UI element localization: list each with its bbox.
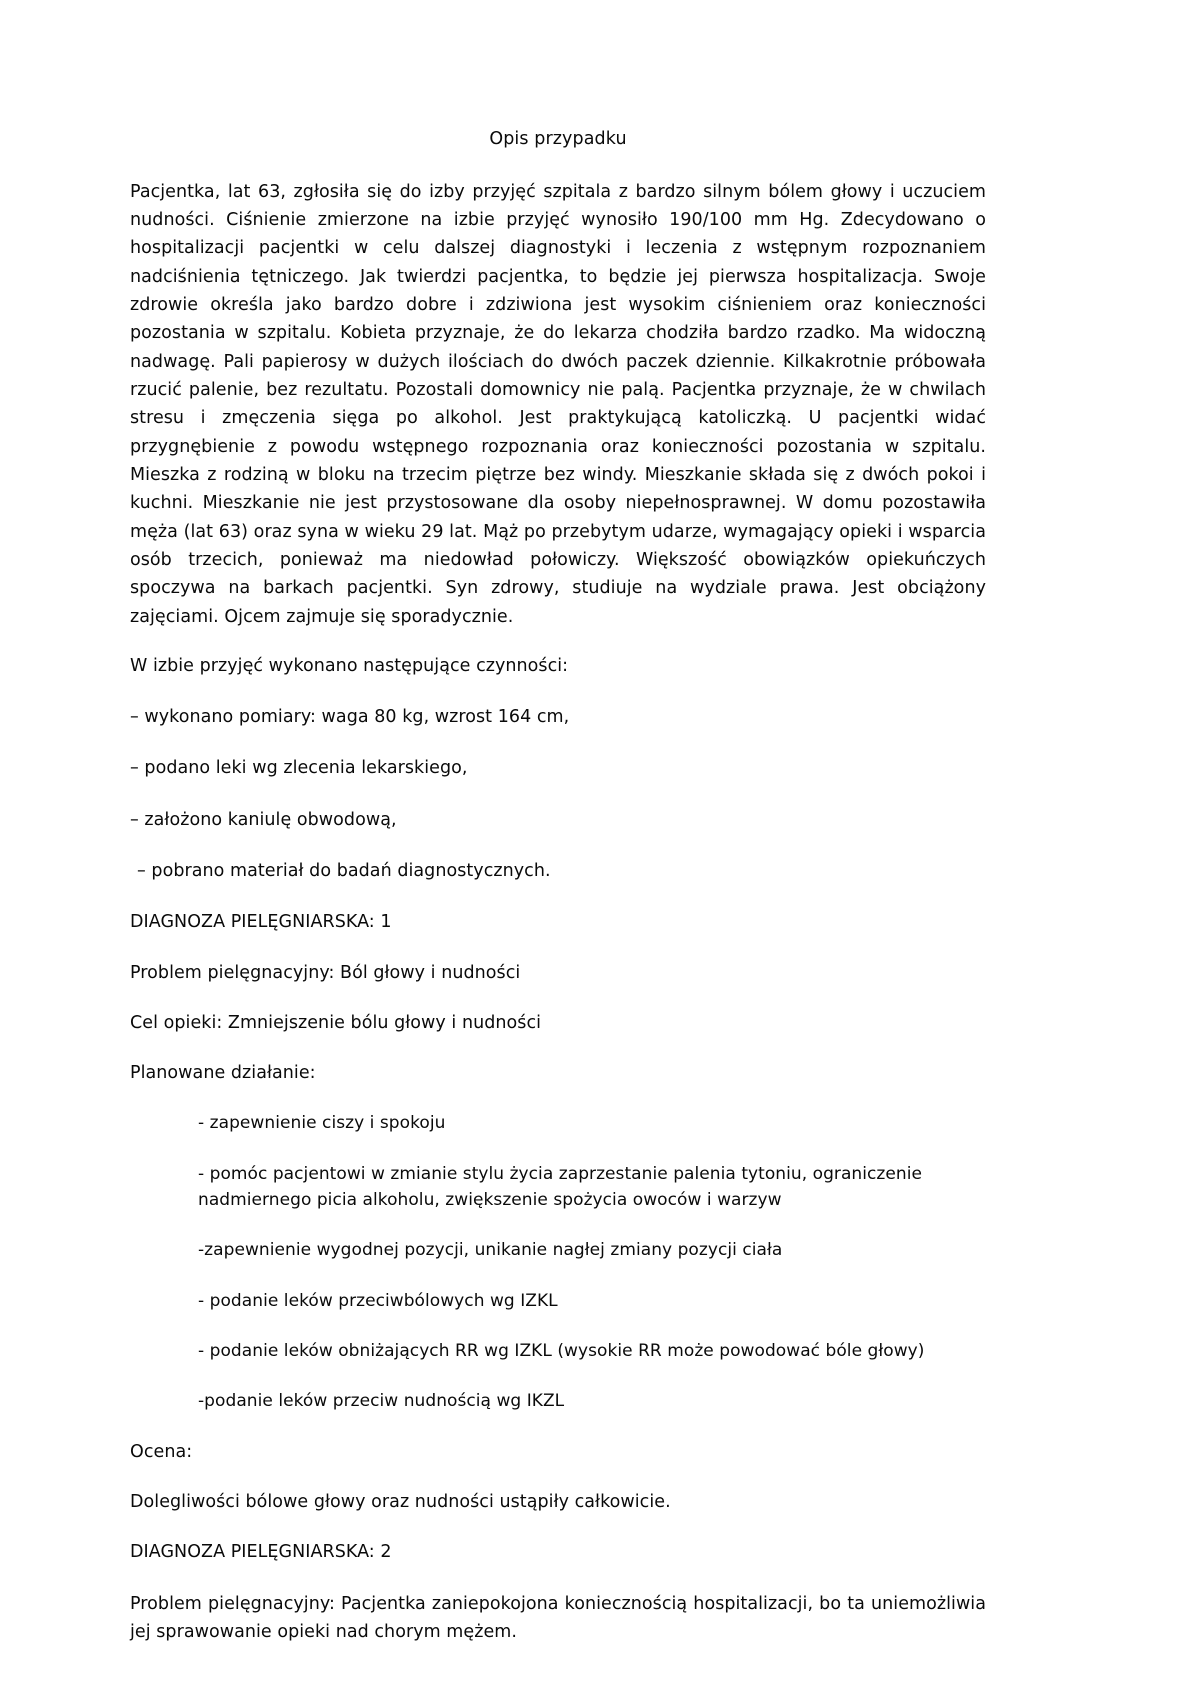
list-item: - podanie leków przeciwbólowych wg IZKL	[198, 1290, 558, 1311]
diagnosis-1-problem: Problem pielęgnacyjny: Ból głowy i nudności	[130, 962, 521, 983]
diagnosis-1-heading: DIAGNOZA PIELĘGNIARSKA: 1	[130, 911, 392, 932]
diagnosis-2-problem: Problem pielęgnacyjny: Pacjentka zaniepokojona koniecznością hospitalizacji, bo ta uniemożliwia jej sprawowanie opieki nad chorym mężem.	[130, 1594, 986, 1643]
list-item: – podano leki wg zlecenia lekarskiego,	[130, 758, 468, 779]
list-item: -podanie leków przeciw nudnością wg IKZL	[198, 1391, 565, 1412]
diagnosis-1-evaluation-heading: Ocena:	[130, 1441, 193, 1462]
list-item: – założono kaniulę obwodową,	[130, 809, 397, 830]
list-item: - pomóc pacjentowi w zmianie stylu życia zaprzestanie palenia tytoniu, ograniczenie nadmiernego picia alkoholu, zwiększenie spożycia owoców i warzyw	[198, 1163, 923, 1210]
diagnosis-1-plan-heading: Planowane działanie:	[130, 1063, 316, 1084]
case-description-paragraph: Pacjentka, lat 63, zgłosiła się do izby przyjęć szpitala z bardzo silnym bólem głowy i uczuciem nudności. Ciśnienie zmierzone na izbie przyjęć wynosiło 190/100 mm Hg. Zdecydowano o hospitalizacji pacjentki w celu dalszej diagnostyki i leczenia z wstępnym rozpoznaniem nadciśnienia tętniczego. Jak twierdzi pacjentka, to będzie jej pierwsza hospitalizacja. Swoje zdrowie określa jako bardzo dobre i zdziwiona jest wysokim ciśnieniem oraz konieczności pozostania w szpitalu. Kobieta przyznaje, że do lekarza chodziła bardzo rzadko. Ma widoczną nadwagę. Pali papierosy w dużych ilościach do dwóch paczek dziennie. Kilkakrotnie próbowała rzucić palenie, bez rezultatu. Pozostali domownicy nie palą. Pacjentka przyznaje, że w chwilach stresu i zmęczenia sięga po alkohol. Jest praktykującą katoliczką. U pacjentki widać przygnębienie z powodu wstępnego rozpoznania oraz konieczności pozostania w szpitalu. Mieszka z rodziną w bloku na trzecim piętrze bez windy. Mieszkanie składa się z dwóch pokoi i kuchni. Mieszkanie nie jest przystosowane dla osoby niepełnosprawnej. W domu pozostawiła męża (lat 63) oraz syna w wieku 29 lat. Mąż po przebytym udarze, wymagający opieki i wsparcia osób trzecich, ponieważ ma niedowład połowiczy. Większość obowiązków opiekuńczych spoczywa na barkach pacjentki. Syn zdrowy, studiuje na wydziale prawa. Jest obciążony zajęciami. Ojcem zajmuje się sporadycznie.	[130, 181, 986, 627]
page-title: Opis przypadku	[489, 129, 627, 149]
list-item: – pobrano materiał do badań diagnostycznych.	[137, 860, 551, 881]
diagnosis-1-plan-list	[130, 1110, 986, 1414]
list-item: - podanie leków obniżających RR wg IZKL (wysokie RR może powodować bóle głowy)	[198, 1340, 925, 1361]
list-item: - zapewnienie ciszy i spokoju	[198, 1113, 446, 1134]
diagnosis-1-goal: Cel opieki: Zmniejszenie bólu głowy i nudności	[130, 1013, 542, 1033]
document-content	[130, 128, 986, 1647]
list-item: -zapewnienie wygodnej pozycji, unikanie nagłej zmiany pozycji ciała	[198, 1240, 783, 1261]
admission-actions-list	[130, 704, 986, 885]
diagnosis-1-evaluation-text: Dolegliwości bólowe głowy oraz nudności ustąpiły całkowicie.	[130, 1491, 671, 1512]
list-item: – wykonano pomiary: waga 80 kg, wzrost 164 cm,	[130, 707, 570, 728]
diagnosis-2-heading: DIAGNOZA PIELĘGNIARSKA: 2	[130, 1541, 392, 1562]
admission-intro-text: W izbie przyjęć wykonano następujące czynności:	[130, 656, 569, 677]
